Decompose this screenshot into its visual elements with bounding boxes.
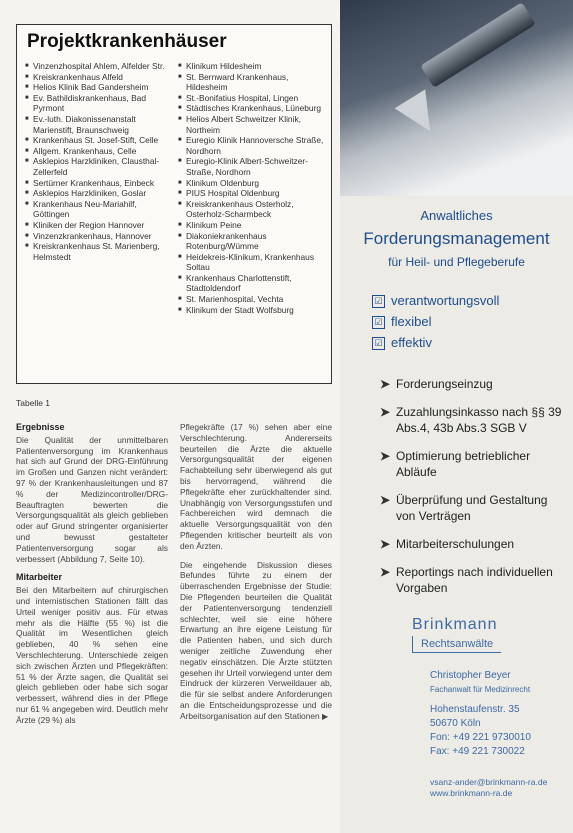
contact-email[interactable]: vsanz-ander@brinkmann-ra.de xyxy=(430,777,548,788)
para-4-text: Die eingehende Diskussion dieses Befundes führte zu einem der überraschenden Ergebnisse der Studie: Die Pflegenden beurteilen die Qualität der Patientenversorgung tendenziell schlechter, weil sie eine höhere Erwartung an ihre eigene Leistung für die Patienten haben, und sich durch weniger zeitliche Zuwendung eher negativ einschätzen. Die Ärzte stützten gesehen ihr Urteil vorwiegend unter dem Eindruck der kürzeren Verweildauer ab, die für sie selbst andere Anforderungen an die Entscheidungsprozesse und die Arbeitsorganisation auf den Stationen xyxy=(180,559,332,721)
contact-city: 50670 Köln xyxy=(430,718,481,730)
list-item: ■ St. Bernward Krankenhaus, Hildesheim xyxy=(178,72,325,93)
heading-staff: Mitarbeiter xyxy=(16,572,63,583)
para-2: Bei den Mitarbeitern auf chirurgischen und internistischen Stationen fällt das Urteil weniger positiv aus. Für etwas mehr als die Hälfte (55 %) ist die Qualität im Wesentlichen gleich geblieben, 40 % sehen eine Verschlechterung. Unterschiede zeigen sich zwischen Ärzten und Pflegekräften: 51 % der Ärzte sagen, die Qualität sei gleich geblieben oder habe sich sogar verbessert, während dies in der Pflege nur 61 % angegeben wird. Deutlich mehr Ärzte (29 %) als xyxy=(16,585,168,725)
list-item: ■ Heidekreis-Klinikum, Krankenhaus Soltau xyxy=(178,252,325,273)
ad-checklist xyxy=(372,293,573,350)
ad-tagline: für Heil- und Pflegeberufe xyxy=(388,255,525,269)
contact-fax: Fax: +49 221 730022 xyxy=(430,746,525,758)
contact-street: Hohenstaufenstr. 35 xyxy=(430,704,520,716)
para-1: Die Qualität der unmittelbaren Patientenversorgung im Krankenhaus hat sich auf Grund der DRG-Einführung im Großen und Ganzen nicht verändert: 97 % der Krankenhausleitungen und 87 % der Medizincontroller/DRG-Beauftragten bewerten die Versorgungsqualität als gleich geblieben oder auf Grund stringenter organisierter und bewusst gestalteter Patientenversorgung sogar als verbessert (Abbildung 7, Seite 10). xyxy=(16,434,168,564)
box-title: Projektkrankenhäuser xyxy=(27,31,227,52)
list-item: ■ St. Marienhospital, Vechta xyxy=(178,294,325,305)
contact-phone: Fon: +49 221 9730010 xyxy=(430,732,531,744)
hospital-box xyxy=(16,24,332,384)
list-item: ■ Klinikum der Stadt Wolfsburg xyxy=(178,305,325,316)
service-item xyxy=(380,492,565,524)
pen-body xyxy=(420,2,536,88)
list-item: ■ St.-Bonifatius Hospital, Lingen xyxy=(178,93,325,104)
service-label: Optimierung betrieblicher Abläufe xyxy=(396,449,531,480)
service-label: Reportings nach individuellen Vorgaben xyxy=(396,565,553,596)
list-item: ■ Krankenhaus Charlottenstift, Stadtoldendorf xyxy=(178,273,325,294)
service-label: Überprüfung und Gestaltung von Verträgen xyxy=(396,493,548,524)
list-item: ■ Asklepios Harzkliniken, Clausthal-Zellerfeld xyxy=(25,156,172,177)
chevron-right-icon: ➤ xyxy=(380,405,391,420)
check-label: effektiv xyxy=(391,335,432,351)
list-item: ■ Euregio Klinik Hannoversche Straße, Nordhorn xyxy=(178,135,325,156)
firm-logo xyxy=(412,616,573,653)
list-item: ■ Kliniken der Region Hannover xyxy=(25,220,172,231)
contact-person: Christopher Beyer xyxy=(430,670,511,682)
list-item: ■ Allgem. Krankenhaus, Celle xyxy=(25,146,172,157)
service-item xyxy=(380,448,565,480)
para-3: Pflegekräfte (17 %) sehen aber eine Verschlechterung. Andererseits beurteilen die Ärzte die aktuelle Versorgungsqualität der eigenen Fachabteilung sehr überwiegend als gut bis hervorragend, während die Pflegekräfte eher zurückhaltender sind. Unabhängig von Versorgungsstufen und Fachbereichen wird demnach die aktuelle Versorgungsqualität von den Pflegenden kritischer beurteilt als von den Ärzten. xyxy=(180,422,332,551)
article-col-2 xyxy=(180,422,332,734)
check-item xyxy=(372,314,573,329)
list-item: ■ Kreiskrankenhaus St. Marienberg, Helmstedt xyxy=(25,241,172,262)
list-item: ■ Helios Klinik Bad Gandersheim xyxy=(25,82,172,93)
service-item xyxy=(380,376,565,392)
service-item xyxy=(380,564,565,596)
list-item: ■ Klinikum Hildesheim xyxy=(178,61,325,72)
para-4 xyxy=(180,560,332,723)
list-item: ■ PIUS Hospital Oldenburg xyxy=(178,188,325,199)
firm-name: Brinkmann xyxy=(412,616,498,634)
ad-subtitle: Anwaltliches xyxy=(420,208,493,223)
checkbox-icon: ☑ xyxy=(372,295,385,308)
checkbox-icon: ☑ xyxy=(372,316,385,329)
hospital-list-2 xyxy=(178,61,325,315)
chevron-right-icon: ➤ xyxy=(380,449,391,464)
list-item: ■ Kreiskrankenhaus Alfeld xyxy=(25,72,172,83)
list-item: ■ Asklepios Harzkliniken, Goslar xyxy=(25,188,172,199)
service-label: Zuzahlungsinkasso nach §§ 39 Abs.4, 43b Abs.3 SGB V xyxy=(396,405,562,436)
chevron-right-icon: ➤ xyxy=(380,493,391,508)
pen-image xyxy=(340,0,573,196)
contact-web[interactable]: www.brinkmann-ra.de xyxy=(430,788,513,799)
list-item: ■ Krankenhaus St. Josef-Stift, Celle xyxy=(25,135,172,146)
list-item: ■ Ev.-luth. Diakonissenanstalt Marienstift, Braunschweig xyxy=(25,114,172,135)
list-item: ■ Vinzenzkrankenhaus, Hannover xyxy=(25,231,172,242)
service-item xyxy=(380,536,565,552)
list-item: ■ Helios Albert Schweitzer Klinik, Northeim xyxy=(178,114,325,135)
check-label: flexibel xyxy=(391,314,432,330)
list-item: ■ Krankenhaus Neu-Mariahilf, Göttingen xyxy=(25,199,172,220)
advertisement xyxy=(340,0,573,833)
left-column xyxy=(16,24,332,734)
hospital-list-1 xyxy=(25,61,172,262)
list-item: ■ Ev. Bathildiskrankenhaus, Bad Pyrmont xyxy=(25,93,172,114)
heading-results: Ergebnisse xyxy=(16,422,65,432)
check-item xyxy=(372,293,573,308)
contact-title: Fachanwalt für Medizinrecht xyxy=(430,685,531,695)
continue-arrow-icon: ▶ xyxy=(322,711,329,721)
ad-headline: Forderungsmanagement xyxy=(363,229,550,248)
list-item: ■ Kreiskrankenhaus Osterholz, Osterholz-Scharmbeck xyxy=(178,199,325,220)
contact-block xyxy=(430,669,573,799)
list-item: ■ Sertürner Krankenhaus, Einbeck xyxy=(25,178,172,189)
pen-nib-icon xyxy=(395,89,446,140)
list-item: ■ Städtisches Krankenhaus, Lüneburg xyxy=(178,103,325,114)
checkbox-icon: ☑ xyxy=(372,337,385,350)
article-col-1 xyxy=(16,422,168,734)
chevron-right-icon: ➤ xyxy=(380,537,391,552)
check-label: verantwortungsvoll xyxy=(391,293,500,308)
chevron-right-icon: ➤ xyxy=(380,565,391,580)
ad-services xyxy=(380,376,565,596)
check-item xyxy=(372,335,573,350)
firm-kind: Rechtsanwälte xyxy=(412,636,501,653)
list-item: ■ Euregio-Klinik Albert-Schweitzer-Straße, Nordhorn xyxy=(178,156,325,177)
list-item: ■ Diakoniekrankenhaus Rotenburg/Wümme xyxy=(178,231,325,252)
list-item: ■ Klinikum Oldenburg xyxy=(178,178,325,189)
table-caption: Tabelle 1 xyxy=(16,398,51,408)
chevron-right-icon: ➤ xyxy=(380,377,391,392)
list-item: ■ Klinikum Peine xyxy=(178,220,325,231)
list-item: ■ Vinzenzhospital Ahlem, Alfelder Str. xyxy=(25,61,172,72)
service-item xyxy=(380,404,565,436)
article xyxy=(16,422,332,734)
service-label: Forderungseinzug xyxy=(396,377,493,392)
service-label: Mitarbeiterschulungen xyxy=(396,537,515,552)
